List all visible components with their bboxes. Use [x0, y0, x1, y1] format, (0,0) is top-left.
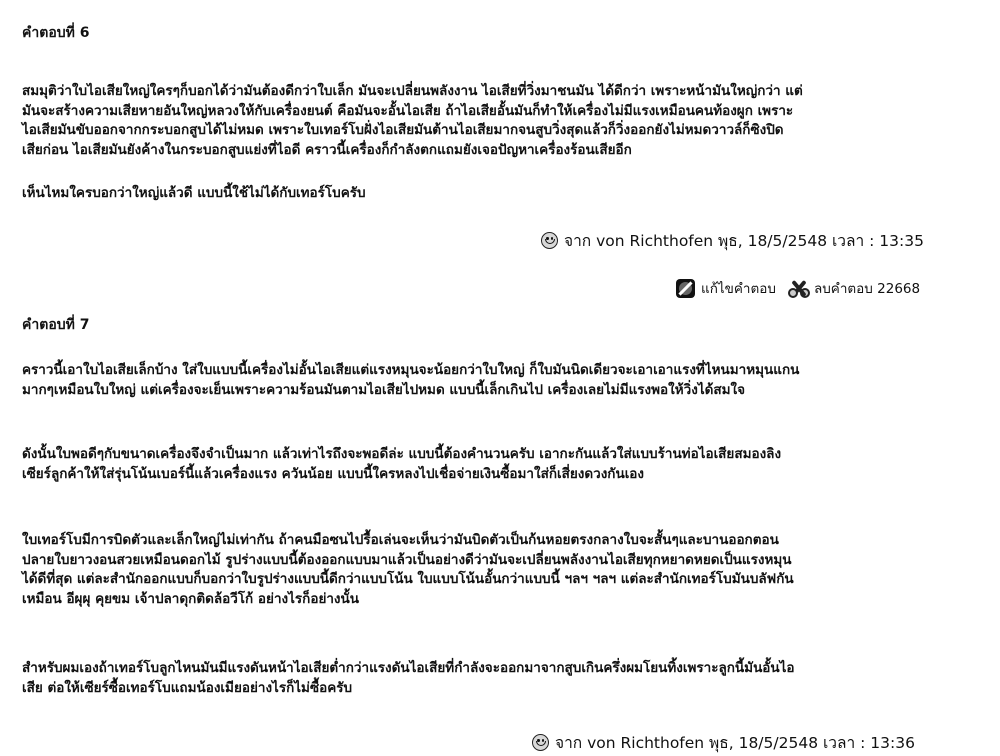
post-paragraph: [22, 445, 781, 484]
post-heading: คำตอบที่ 6: [22, 25, 90, 41]
paragraph-line: เสีย ต่อให้เซียร์ซื้อเทอร์โบแถมน้องเมียอย่างไรก็ไม่ซื้อครับ: [22, 679, 353, 696]
post-actions: [676, 277, 920, 299]
post-paragraph: [22, 184, 366, 204]
post-paragraph: [22, 659, 795, 698]
paragraph-line: เหมือน อีผุผุ คุยขม เจ้าปลาดุกติดล้อวีโก้ อย่างไรก็อย่างนั้น: [22, 590, 359, 607]
paragraph-line: ปลายใบยาวงอนสวยเหมือนดอกไม้ รูปร่างแบบนี้ต้องออกแบบมาแล้วเป็นอย่างดีว่ามันจะเปลี่ยนพลังงานไอเสียทุกหยาดหยดเป็นแรงหมุน: [22, 551, 792, 568]
paragraph-line: ไอเสียมันขับออกจากกระบอกสูบได้ไม่หมด เพราะใบเทอร์โบฝั่งไอเสียมันต้านไอเสียมากจนสูบวิ่งสุดแล้วก็วิ่งออกยังไม่หมดวาวล์ก็ซิงปิด: [22, 122, 784, 138]
smiley-icon: [532, 734, 549, 751]
paragraph-line: สมมุติว่าใบไอเสียใหญ่ใครๆก็บอกได้ว่ามันต้องดีกว่าใบเล็ก มันจะเปลี่ยนพลังงาน ไอเสียที่วิ่งมาชนมัน ได้ดีกว่า เพราะหน้ามันใหญ่กว่า แต่: [22, 83, 803, 99]
paragraph-line: คราวนี้เอาใบไอเสียเล็กบ้าง ใส่ใบแบบนี้เครื่องไม่อั้นไอเสียแต่แรงหมุนจะน้อยกว่าใบใหญ่ ก็ใบมันนิดเดียวจะเอาเอาแรงที่ไหนมาหมุนแกน: [22, 362, 800, 378]
paragraph-line: มันจะสร้างความเสียหายอันใหญ่หลวงให้กับเครื่องยนต์ คือมันจะอั้นไอเสีย ถ้าไอเสียอั้นมันก็ทำให้เครื่องไม่มีแรงเหมือนคนท้องผูก เพราะ: [22, 102, 794, 119]
edit-reply-button[interactable]: [676, 277, 776, 299]
post-signature: [541, 228, 924, 253]
post-paragraph: [22, 82, 803, 160]
post-heading: คำตอบที่ 7: [22, 317, 90, 333]
paragraph-line: สำหรับผมเองถ้าเทอร์โบลูกไหนมันมีแรงดันหน้าไอเสียต่ำกว่าแรงดันไอเสียที่กำลังจะออกมาจากสูบเกินครึ่งผมโยนทิ้งเพราะลูกนี้มันอั้นไอ: [22, 660, 795, 676]
paragraph-line: เห็นไหมใครบอกว่าใหญ่แล้วดี แบบนี้ใช้ไม่ได้กับเทอร์โบครับ: [22, 185, 366, 201]
delete-reply-button[interactable]: [788, 277, 920, 299]
post-signature: [532, 730, 915, 755]
paragraph-line: ดังนั้นใบพอดีๆกับขนาดเครื่องจึงจำเป็นมาก แล้วเท่าไรถึงจะพอดีล่ะ แบบนี้ต้องคำนวนครับ เอากะกันแล้วใส่แบบร้านท่อไอเสียสมองลิง: [22, 446, 782, 462]
paragraph-line: ใบเทอร์โบมีการบิดตัวและเล็กใหญ่ไม่เท่ากัน ถ้าคนมือซนไปรื้อเล่นจะเห็นว่ามันบิดตัวเป็นก้นหอยตรงกลางใบจะสั้นๆและบานออกตอน: [22, 532, 779, 548]
delete-reply-label: ลบคำตอบ 22668: [813, 281, 921, 297]
post-paragraph: [22, 531, 794, 609]
paragraph-line: เซียร์ลูกค้าให้ใส่รุ่นโน้นเบอร์นี้แล้วเครื่องแรง ควันน้อย แบบนี้ใครหลงไปเชื่อจ่ายเงินซื้อมาใส่ก็เสี่ยงดวงกันเอง: [22, 465, 645, 482]
paragraph-line: เสียก่อน ไอเสียมันยังค้างในกระบอกสูบแย่งที่ไอดี คราวนี้เครื่องก็กำลังตกแถมยังเจอปัญหาเครื่องร้อนเสียอีก: [22, 141, 632, 158]
signature-text: จาก von Richthofen พุธ, 18/5/2548 เวลา : 13:36: [555, 734, 915, 752]
smiley-icon: [541, 232, 558, 249]
edit-icon: [676, 279, 695, 298]
paragraph-line: ได้ดีที่สุด แต่ละสำนักออกแบบก็บอกว่าใบรูปร่างแบบนี้ดีกว่าแบบโน้น ใบแบบโน้นอั้นกว่าแบบนี้ ฯลฯ ฯลฯ แต่ละสำนักเทอร์โบมันบลัฟกัน: [22, 571, 794, 587]
paragraph-line: มากๆเหมือนใบใหญ่ แต่เครื่องจะเย็นเพราะความร้อนมันตามไอเสียไปหมด แบบนี้เล็กเกินไป เครื่องเลยไม่มีแรงพอให้วิ่งได้สมใจ: [22, 381, 746, 398]
delete-icon: [788, 279, 810, 298]
signature-text: จาก von Richthofen พุธ, 18/5/2548 เวลา : 13:35: [564, 232, 924, 250]
post-paragraph: [22, 361, 799, 400]
edit-reply-label: แก้ไขคำตอบ: [701, 281, 776, 297]
